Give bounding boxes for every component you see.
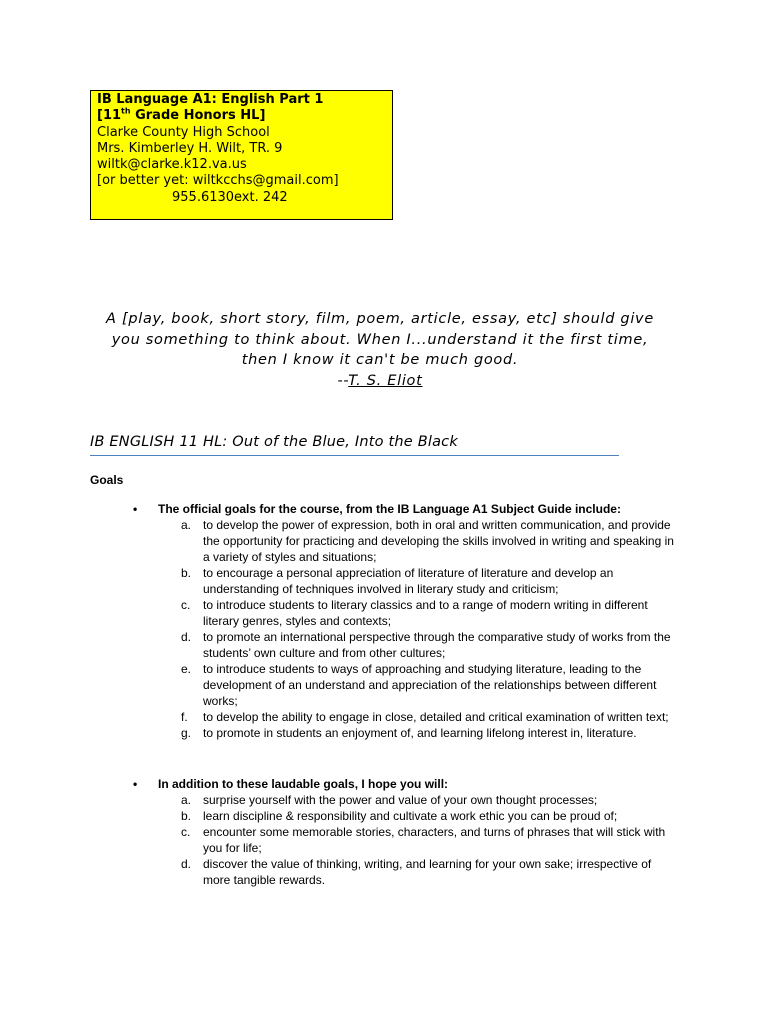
item-letter: c. [181,825,191,839]
quote-attribution [80,371,680,392]
item-letter: a. [181,793,192,807]
item-letter: f. [181,710,188,724]
list-item [0,565,680,597]
list-item [0,792,680,808]
grade-prefix: [11 [97,108,122,124]
item-text: to develop the power of expression, both in oral and written communication, and provide the opportunity for practicing and developing the skills involved in writing and speaking in a variety of styles and situations; [203,518,674,564]
section-divider [90,455,619,456]
personal-goals-label: In addition to these laudable goals, I hope you will: [158,777,449,791]
list-item [0,824,680,856]
item-text: to encourage a personal appreciation of literature of literature and develop an understanding of techniques involved in literary study and criticism; [203,566,614,596]
item-text: to introduce students to ways of approaching and studying literature, leading to the development of an understand and appreciation of the relationships between different works; [203,662,657,708]
quote-author: T. S. Eliot [348,372,423,389]
official-goals-list [0,517,768,741]
course-title: IB Language A1: English Part 1 [97,92,324,107]
official-goals-bullet [0,501,768,517]
item-letter: e. [181,662,192,676]
personal-goals-list [0,792,768,888]
item-text: to develop the ability to engage in close, detailed and critical examination of written text; [203,710,669,724]
item-text: learn discipline & responsibility and cultivate a work ethic you can be proud of; [203,809,618,823]
item-text: surprise yourself with the power and value of your own thought processes; [203,793,598,807]
grade-suffix: Grade Honors HL] [130,108,266,124]
list-item [0,597,680,629]
item-text: to promote an international perspective through the comparative study of works from the students’ own culture and from other cultures; [203,630,671,660]
teacher-email: wiltk@clarke.k12.va.us [97,157,247,173]
list-item [0,725,680,741]
item-text: discover the value of thinking, writing, and learning for your own sake; irrespective of more tangible rewards. [203,857,652,887]
list-item [0,629,680,661]
item-letter: d. [181,857,192,871]
item-letter: c. [181,598,191,612]
official-goals-label: The official goals for the course, from the IB Language A1 Subject Guide include: [158,502,621,516]
bullet-icon: • [133,777,138,791]
course-info-box [90,90,393,220]
quote-line: then I know it can't be much good. [241,352,519,368]
item-letter: a. [181,518,192,532]
grade-level [97,108,386,124]
list-item [0,808,680,824]
list-item [0,709,680,725]
item-text: to introduce students to literary classics and to a range of modern writing in different literary genres, styles and contexts; [203,598,648,628]
item-text: encounter some memorable stories, characters, and turns of phrases that will stick with you for life; [203,825,666,855]
grade-superscript: th [121,106,131,116]
section-title: IB ENGLISH 11 HL: Out of the Blue, Into the Black [90,434,458,450]
epigraph-quote [80,309,680,391]
bullet-icon: • [133,502,138,516]
teacher-name: Mrs. Kimberley H. Wilt, TR. 9 [97,140,283,156]
school-name: Clarke County High School [97,124,270,140]
personal-goals-bullet [0,776,768,792]
item-letter: b. [181,809,192,823]
quote-line: you something to think about. When I...understand it the first time, [111,331,649,348]
quote-line: A [play, book, short story, film, poem, article, essay, etc] should give [106,311,654,327]
goals-heading: Goals [90,473,124,487]
item-letter: b. [181,566,192,580]
personal-goals-section [0,776,768,888]
alternate-email: [or better yet: wiltkcchs@gmail.com] [97,173,339,189]
phone-number: 955.6130ext. 242 [172,189,288,205]
item-letter: d. [181,630,192,644]
item-letter: g. [181,726,192,740]
item-text: to promote in students an enjoyment of, and learning lifelong interest in, literature. [203,726,637,740]
attribution-dash: -- [337,372,349,389]
list-item [0,856,680,888]
list-item [0,517,680,565]
list-item [0,661,680,709]
official-goals-section [0,501,768,741]
